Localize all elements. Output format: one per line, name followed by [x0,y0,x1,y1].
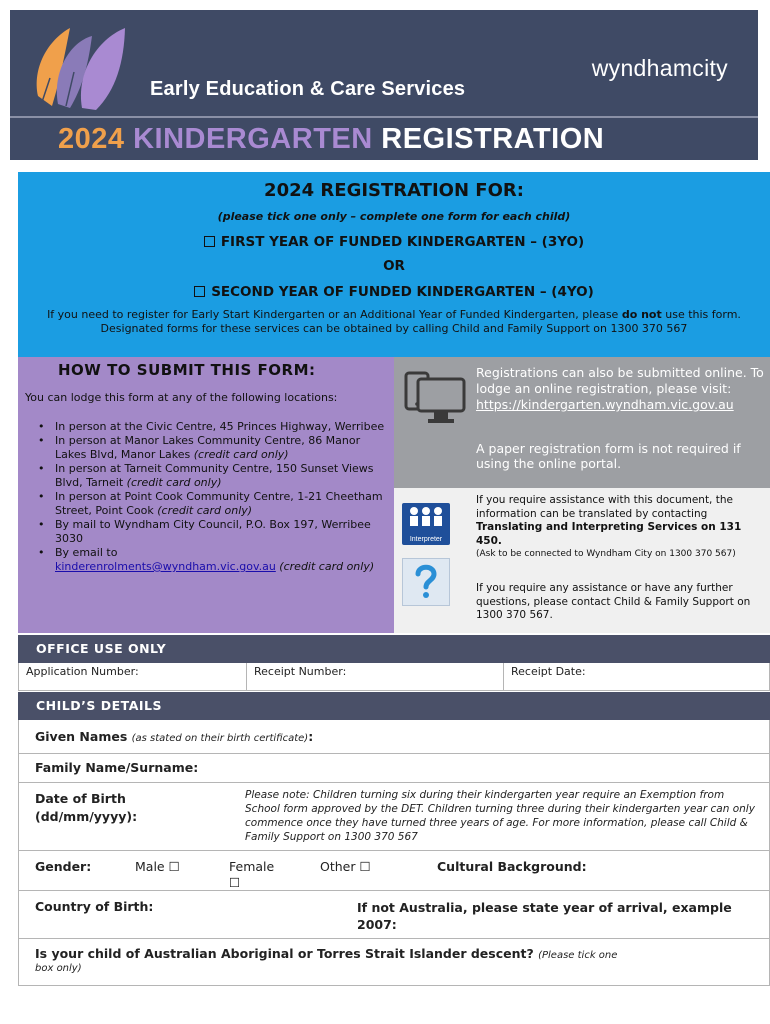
question-icon [402,558,450,606]
other-checkbox[interactable]: ☐ [359,859,371,874]
bullet: • [38,490,45,503]
email-prefix: By email to [55,546,118,559]
note-start: If you need to register for Early Start Kindergarten or an Additional Year of Funded Kindergarten, please [47,308,622,321]
bullet: • [38,420,45,433]
office-use-heading: OFFICE USE ONLY [18,635,770,663]
other-label: Other [320,859,356,874]
given-names-field[interactable] [35,729,313,744]
aboriginal-question [35,946,617,961]
list-item [38,518,388,546]
title-kindergarten: KINDERGARTEN [133,123,373,155]
devices-icon [404,371,468,427]
assist-text-bold: Translating and Interpreting Services on 131 450. [476,521,742,547]
aboriginal-note: (Please tick one [538,950,618,961]
online-text [476,365,766,413]
registration-note [28,308,760,336]
aboriginal-question-text: Is your child of Australian Aboriginal or Torres Strait Islander descent? [35,946,534,961]
application-number-label: Application Number: [26,665,139,678]
gender-other-option[interactable] [320,859,371,874]
first-year-label: FIRST YEAR OF FUNDED KINDERGARTEN – (3YO) [220,234,585,250]
receipt-number-field[interactable] [247,663,504,690]
dob-note: Please note: Children turning six during their kindergarten year require an Exemption from School form approved by the DET. Children turning three during their kindergarten year can only commence once they have turned three years of age. For more information, please call Child & Family Support on 1300 370 567 [245,789,755,843]
receipt-date-field[interactable] [504,663,770,690]
location-extra: (credit card only) [126,476,222,489]
list-item [38,420,388,434]
title-registration: REGISTRATION [381,123,605,155]
dob-format: (dd/mm/yyyy): [35,809,138,824]
how-heading: HOW TO SUBMIT THIS FORM: [58,361,316,379]
registration-subtitle: (please tick one only – complete one form for each child) [217,210,571,223]
location-text: By mail to Wyndham City Council, P.O. Box 197, Werribee 3030 [55,518,371,545]
registration-type-section [18,172,770,357]
receipt-number-label: Receipt Number: [254,665,347,678]
location-extra: (credit card only) [193,448,289,461]
leaves-logo-icon [30,18,160,110]
note-end: use this form. Designated forms for these services can be obtained by calling Child and Family Support on 1300 370 567 [100,308,741,335]
online-portal-link[interactable]: https://kindergarten.wyndham.vic.gov.au [476,397,734,412]
wyndham-logo: wyndhamcity [591,55,728,81]
location-extra: (credit card only) [157,504,253,517]
online-registration-panel [394,357,770,488]
office-use-row [18,663,770,691]
how-to-submit-panel [18,357,394,633]
female-label: Female [229,859,275,874]
assist-text [476,494,761,548]
list-item [38,434,388,462]
gender-label: Gender: [35,859,92,874]
given-names-note: (as stated on their birth certificate) [131,733,309,744]
year-of-arrival-field[interactable]: If not Australia, please state year of arrival, example 2007: [357,900,732,932]
receipt-date-label: Receipt Date: [511,665,586,678]
country-of-birth-field[interactable]: Country of Birth: [35,899,154,914]
page-header [10,10,758,160]
assist-contact-text: If you require any assistance or have any further questions, please contact Child & Family Support on 1300 370 567. [476,582,751,621]
page-title [58,123,604,156]
how-intro: You can lodge this form at any of the following locations: [25,391,338,404]
assist-small-note: (Ask to be connected to Wyndham City on 1300 370 567) [476,549,736,559]
brand-text: Early Education & Care Services [150,78,466,100]
aboriginal-note-continued: box only) [35,963,82,974]
second-year-label: SECOND YEAR OF FUNDED KINDERGARTEN – (4YO) [211,284,594,300]
cultural-background-field[interactable]: Cultural Background: [437,859,587,874]
online-description: Registrations can also be submitted online. To lodge an online registration, please visit: [476,365,764,396]
note-bold: do not [621,308,662,321]
gender-female-option[interactable] [229,859,274,891]
interpreter-label: Interpreter [409,536,443,543]
given-names-label: Given Names [35,729,128,744]
application-number-field[interactable] [19,663,247,690]
childs-details-section [18,720,770,986]
row-divider [19,753,769,754]
male-label: Male [135,859,165,874]
colon: : [308,729,314,744]
bullet: • [38,518,45,531]
first-year-checkbox[interactable] [204,236,215,247]
row-divider [19,850,769,851]
registration-title: 2024 REGISTRATION FOR: [264,180,524,201]
list-item [38,546,388,574]
location-list [38,420,388,574]
row-divider [19,890,769,891]
dob-field[interactable] [35,790,137,826]
female-checkbox[interactable]: ☐ [229,875,241,890]
bullet: • [38,546,45,559]
row-divider [19,782,769,783]
header-divider [10,116,758,118]
or-label: OR [383,258,405,274]
option-first-year[interactable] [18,234,770,250]
list-item [38,462,388,490]
online-note: A paper registration form is not required if using the online portal. [476,441,741,471]
question-mark-icon [403,559,449,605]
location-text: In person at Point Cook Community Centre, 1-21 Cheetham Street, Point Cook [55,490,383,517]
people-icon [402,503,450,533]
email-link[interactable]: kinderenrolments@wyndham.vic.gov.au [55,560,276,573]
list-item [38,490,388,518]
bullet: • [38,462,45,475]
location-text: In person at the Civic Centre, 45 Princes Highway, Werribee [55,420,385,433]
option-second-year[interactable] [18,284,770,300]
dob-label: Date of Birth [35,791,126,806]
gender-male-option[interactable] [135,859,180,874]
email-suffix: (credit card only) [275,560,375,573]
interpreter-icon [402,503,450,545]
family-name-field[interactable]: Family Name/Surname: [35,760,199,775]
title-year: 2024 [58,123,125,155]
assist-text-start: If you require assistance with this document, the information can be translated by contacting [476,494,733,520]
row-divider [19,938,769,939]
bullet: • [38,434,45,447]
assistance-panel [394,488,770,633]
location-text: In person at Manor Lakes Community Centre, 86 Manor Lakes Blvd, Manor Lakes [55,434,361,461]
childs-details-heading: CHILD’S DETAILS [18,692,770,720]
location-text: In person at Tarneit Community Centre, 150 Sunset Views Blvd, Tarneit [55,462,374,489]
second-year-checkbox[interactable] [194,286,205,297]
male-checkbox[interactable]: ☐ [168,859,180,874]
